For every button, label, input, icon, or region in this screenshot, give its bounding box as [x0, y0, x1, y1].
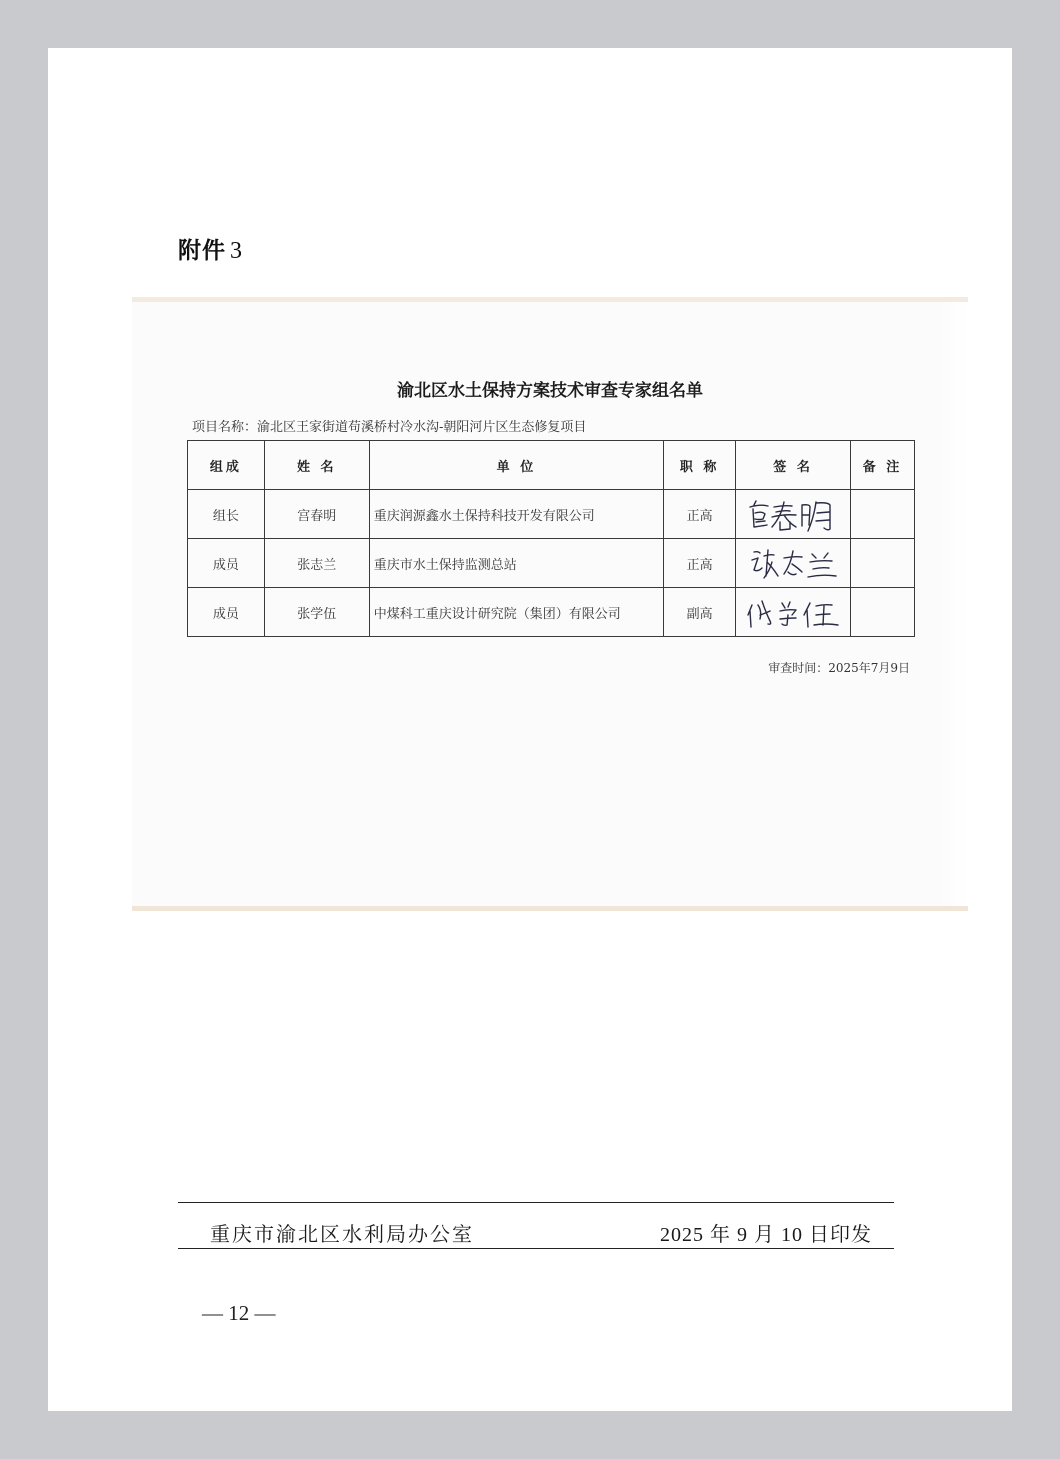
cell-remark — [851, 490, 915, 539]
cell-name: 张志兰 — [264, 539, 369, 588]
table-row — [188, 588, 915, 637]
cell-title: 正高 — [664, 490, 736, 539]
header-unit: 单 位 — [369, 441, 663, 490]
cell-unit: 重庆市水土保持监测总站 — [369, 539, 663, 588]
cell-remark — [851, 588, 915, 637]
cell-role: 成员 — [188, 539, 265, 588]
issue-date: 2025 年 9 月 10 日印发 — [660, 1224, 872, 1246]
handwritten-signature — [740, 493, 846, 535]
page-number: — 12 — — [202, 1301, 276, 1325]
footer-bottom-rule — [178, 1248, 894, 1249]
project-name: 项目名称：渝北区王家街道苟溪桥村冷水沟-朝阳河片区生态修复项目 — [192, 420, 587, 435]
attachment-label: 附件 — [178, 238, 226, 264]
table-row — [188, 490, 915, 539]
cell-signature — [736, 588, 851, 637]
issuing-office: 重庆市渝北区水利局办公室 — [210, 1222, 474, 1246]
footer-top-rule — [178, 1202, 894, 1203]
header-signature: 签 名 — [736, 441, 851, 490]
cell-name: 张学伍 — [264, 588, 369, 637]
expert-table — [187, 440, 915, 637]
cell-signature — [736, 539, 851, 588]
attachment-heading — [178, 232, 243, 265]
document-page — [48, 48, 1012, 1411]
attachment-number: 3 — [230, 238, 243, 264]
cell-role: 组长 — [188, 490, 265, 539]
scanned-expert-list — [132, 297, 968, 911]
cell-unit: 中煤科工重庆设计研究院（集团）有限公司 — [369, 588, 663, 637]
header-remark: 备 注 — [851, 441, 915, 490]
header-name: 姓 名 — [264, 441, 369, 490]
review-date: 审查时间：2025年7月9日 — [768, 661, 910, 675]
cell-unit: 重庆润源鑫水土保持科技开发有限公司 — [369, 490, 663, 539]
table-header-row — [188, 441, 915, 490]
cell-remark — [851, 539, 915, 588]
cell-title: 副高 — [664, 588, 736, 637]
form-title: 渝北区水土保持方案技术审查专家组名单 — [397, 381, 703, 401]
table-row — [188, 539, 915, 588]
cell-title: 正高 — [664, 539, 736, 588]
header-role: 组成 — [188, 441, 265, 490]
cell-signature — [736, 490, 851, 539]
cell-role: 成员 — [188, 588, 265, 637]
handwritten-signature — [740, 542, 846, 584]
cell-name: 宫春明 — [264, 490, 369, 539]
header-title: 职 称 — [664, 441, 736, 490]
handwritten-signature — [740, 591, 846, 633]
